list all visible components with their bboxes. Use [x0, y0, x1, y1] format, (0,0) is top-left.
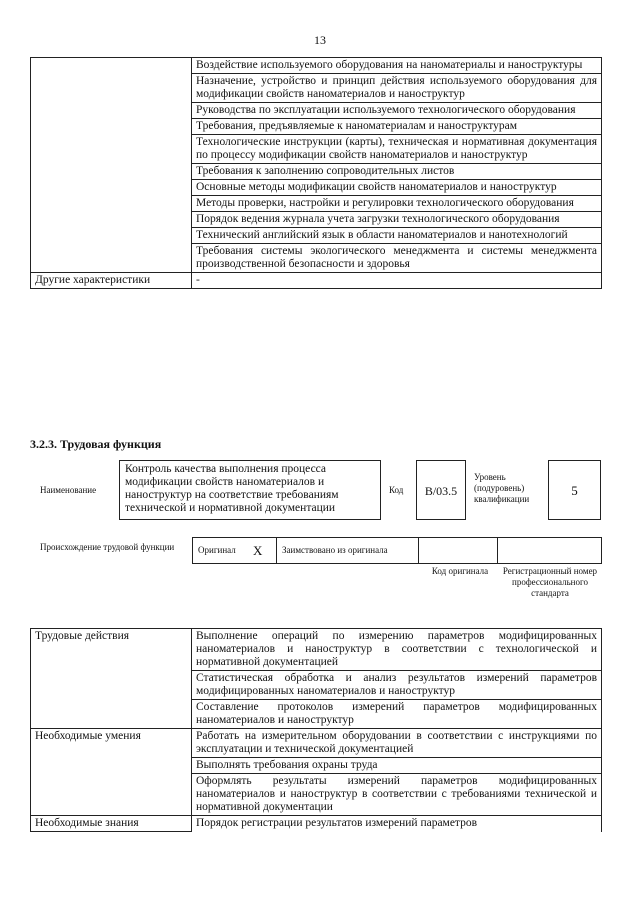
function-details-table [30, 628, 602, 832]
level-value: 5 [571, 483, 578, 498]
code-value-box [416, 460, 466, 520]
origin-row [192, 537, 602, 564]
origin-label: Происхождение трудовой функции [40, 542, 175, 552]
table-row: Порядок регистрации результатов измерений параметров [192, 816, 602, 832]
other-characteristics-value: - [192, 273, 602, 289]
table-row: Выполнение операций по измерению параметров модифицированных наноматериалов и наноструктур в соответствии с технологической и нормативной документацией [192, 629, 602, 671]
original-cell [193, 538, 277, 563]
table-row: Основные методы модификации свойств наноматериалов и наноструктур [192, 180, 602, 196]
reg-number-cell [498, 538, 601, 563]
original-mark: X [253, 543, 263, 558]
table-row: Требования, предъявляемые к наноматериалам и наноструктурам [192, 119, 602, 135]
code-caption: Код оригинала [431, 566, 489, 576]
code-value: В/03.5 [424, 484, 458, 498]
table-row: Воздействие используемого оборудования на наноматериалы и наноструктуры [192, 58, 602, 74]
table-row: Требования к заполнению сопроводительных листов [192, 164, 602, 180]
table-row: Статистическая обработка и анализ результатов измерений параметров модифицированных наноматериалов и наноструктур [192, 671, 602, 700]
original-code-cell [419, 538, 498, 563]
table-row: Методы проверки, настройки и регулировки технологического оборудования [192, 196, 602, 212]
knowledge-label: Необходимые знания [31, 816, 192, 832]
table-row: Порядок ведения журнала учета загрузки технологического оборудования [192, 212, 602, 228]
other-characteristics-label: Другие характеристики [31, 273, 192, 289]
skills-label: Необходимые умения [31, 729, 192, 816]
table-row: Технологические инструкции (карты), техническая и нормативная документация по процессу модификации свойств наноматериалов и наноструктур [192, 135, 602, 164]
page-number: 13 [314, 33, 326, 47]
reg-caption: Регистрационный номер профессионального стандарта [502, 566, 598, 598]
table-label-cell [31, 58, 192, 273]
table-row: Назначение, устройство и принцип действия используемого оборудования для модификации свойств наноматериалов и наноструктур [192, 74, 602, 103]
actions-label: Трудовые действия [31, 629, 192, 729]
table-row: Выполнять требования охраны труда [192, 758, 602, 774]
section-heading: 3.2.3. Трудовая функция [30, 437, 162, 451]
table-row: Составление протоколов измерений параметров модифицированных наноматериалов и наноструктур [192, 700, 602, 729]
table-row: Оформлять результаты измерений параметров модифицированных наноматериалов и наноструктур в соответствии с требованиями технической и нормативной документации [192, 774, 602, 816]
knowledge-table [30, 57, 602, 289]
borrowed-cell [277, 538, 419, 563]
table-row: Руководства по эксплуатации используемого технологического оборудования [192, 103, 602, 119]
table-row: Технический английский язык в области наноматериалов и нанотехнологий [192, 228, 602, 244]
level-value-box [548, 460, 601, 520]
table-row: Работать на измерительном оборудовании в соответствии с инструкциями по эксплуатации и технической документацией [192, 729, 602, 758]
level-label: Уровень (подуровень) квалификации [474, 472, 530, 504]
function-name-value: Контроль качества выполнения процесса модификации свойств наноматериалов и наноструктур на соответствие требованиям технической и нормативной документации [125, 463, 339, 514]
original-label: Оригинал [198, 545, 236, 555]
code-label: Код [389, 485, 404, 495]
function-name-box [119, 460, 381, 520]
borrowed-label: Заимствовано из оригинала [282, 545, 388, 555]
table-row: Требования системы экологического менеджмента и системы менеджмента производственной безопасности и здоровья [192, 244, 602, 273]
name-label: Наименование [40, 485, 97, 495]
